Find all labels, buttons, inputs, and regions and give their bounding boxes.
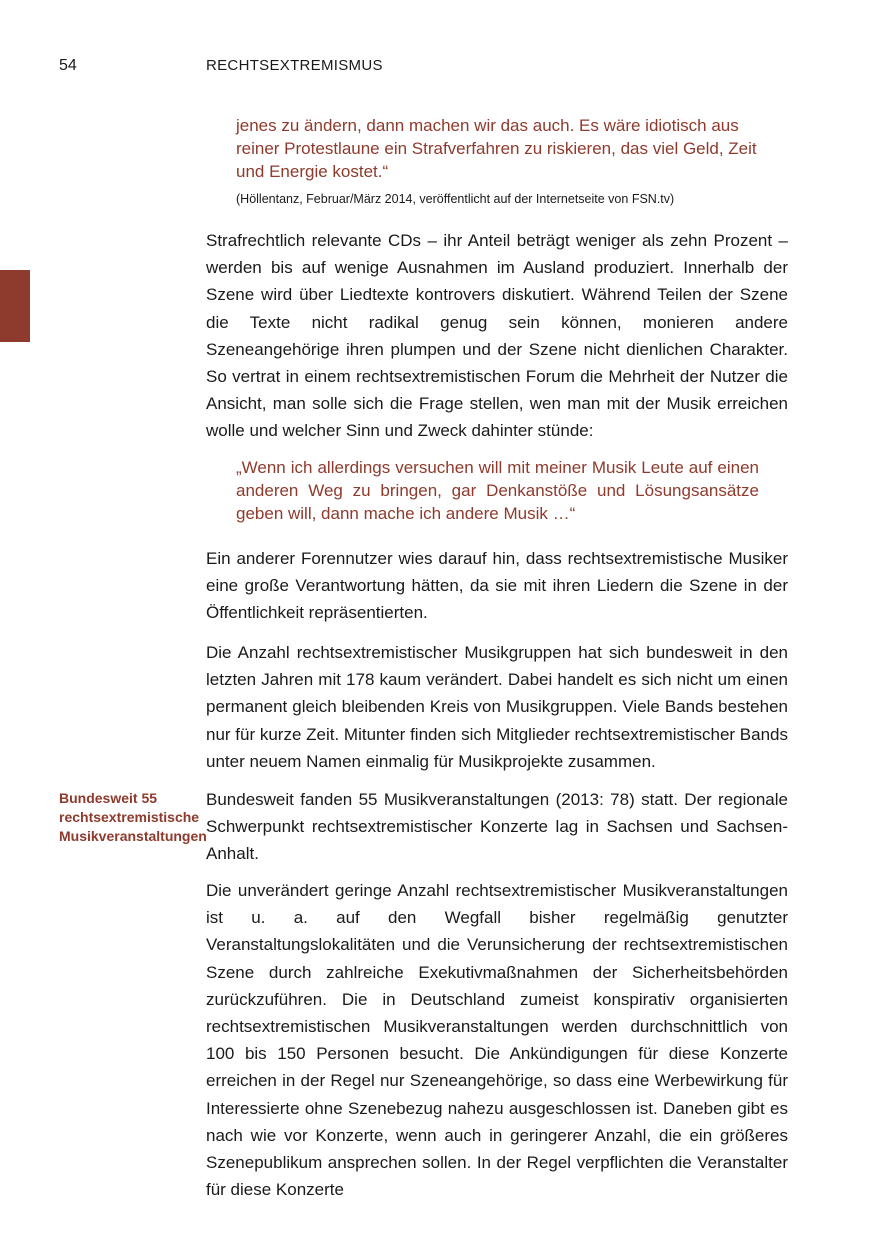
quote-citation: (Höllentanz, Februar/März 2014, veröffentlicht auf der Internetseite von FSN.tv) <box>236 192 675 206</box>
chapter-tab-marker <box>0 270 30 342</box>
body-paragraph: Strafrechtlich relevante CDs – ihr Anteil beträgt weniger als zehn Prozent – werden bis auf wenige Ausnahmen im Ausland produziert. Innerhalb der Szene wird über Liedtexte kontrovers diskutiert. Während Teilen der Szene die Texte nicht radikal genug sein können, monieren andere Szeneangehörige ihren plumpen und der Szene nicht dienlichen Charakter. So vertrat in einem rechtsextremistischen Forum die Mehrheit der Nutzer die Ansicht, man solle sich die Frage stellen, wen man mit der Musik erreichen wolle und welcher Sinn und Zweck dahinter stünde: <box>206 231 788 441</box>
body-paragraph: Die Anzahl rechtsextremistischer Musikgruppen hat sich bundesweit in den letzten Jahren mit 178 kaum verändert. Dabei handelt es sich nicht um einen permanent gleich bleibenden Kreis von Musikgruppen. Viele Bands bestehen nur für kurze Zeit. Mitunter finden sich Mitglieder rechtsextremistischer Bands unter neuem Namen einmalig für Musikprojekte zusammen. <box>206 643 789 771</box>
block-quote: „Wenn ich allerdings versuchen will mit meiner Musik Leute auf einen anderen Weg zu bringen, gar Denkanstöße und Lösungsansätze geben will, dann mache ich andere Musik …“ <box>236 458 759 523</box>
body-paragraph: Ein anderer Forennutzer wies darauf hin, dass rechtsextremistische Musiker eine große Verantwortung hätten, da sie mit ihren Liedern die Szene in der Öffentlichkeit repräsentierten. <box>206 549 788 623</box>
body-paragraph: Bundesweit fanden 55 Musikveranstaltungen (2013: 78) statt. Der regionale Schwerpunkt rechtsextremistischer Konzerte lag in Sachsen und Sachsen-Anhalt. <box>206 790 788 864</box>
page-number: 54 <box>59 57 77 74</box>
margin-note: Bundesweit 55 rechtsextremistische Musikveranstaltungen <box>59 790 207 844</box>
running-head: RECHTSEXTREMISMUS <box>206 57 383 74</box>
block-quote: jenes zu ändern, dann machen wir das auch. Es wäre idiotisch aus reiner Protestlaune ein Strafverfahren zu riskieren, das viel Geld, Zeit und Energie kostet.“ <box>236 116 757 181</box>
body-paragraph: Die unverändert geringe Anzahl rechtsextremistischer Musikveranstaltungen ist u. a. auf den Wegfall bisher regelmäßig genutzter Veranstaltungslokalitäten und die Verunsicherung der rechtsextremistischen Szene durch zahlreiche Exekutivmaßnahmen der Sicherheitsbehörden zurückzuführen. Die in Deutschland zumeist konspirativ organisierten rechtsextremistischen Musikveranstaltungen werden durchschnittlich von 100 bis 150 Personen besucht. Die Ankündigungen für diese Konzerte erreichen in der Regel nur Szeneangehörige, so dass eine Werbewirkung für Interessierte ohne Szenebezug nahezu ausgeschlossen ist. Daneben gibt es nach wie vor Konzerte, wenn auch in geringerer Anzahl, die ein größeres Szenepublikum ansprechen sollen. In der Regel verpflichten die Veranstalter für diese Konzerte <box>206 881 788 1200</box>
